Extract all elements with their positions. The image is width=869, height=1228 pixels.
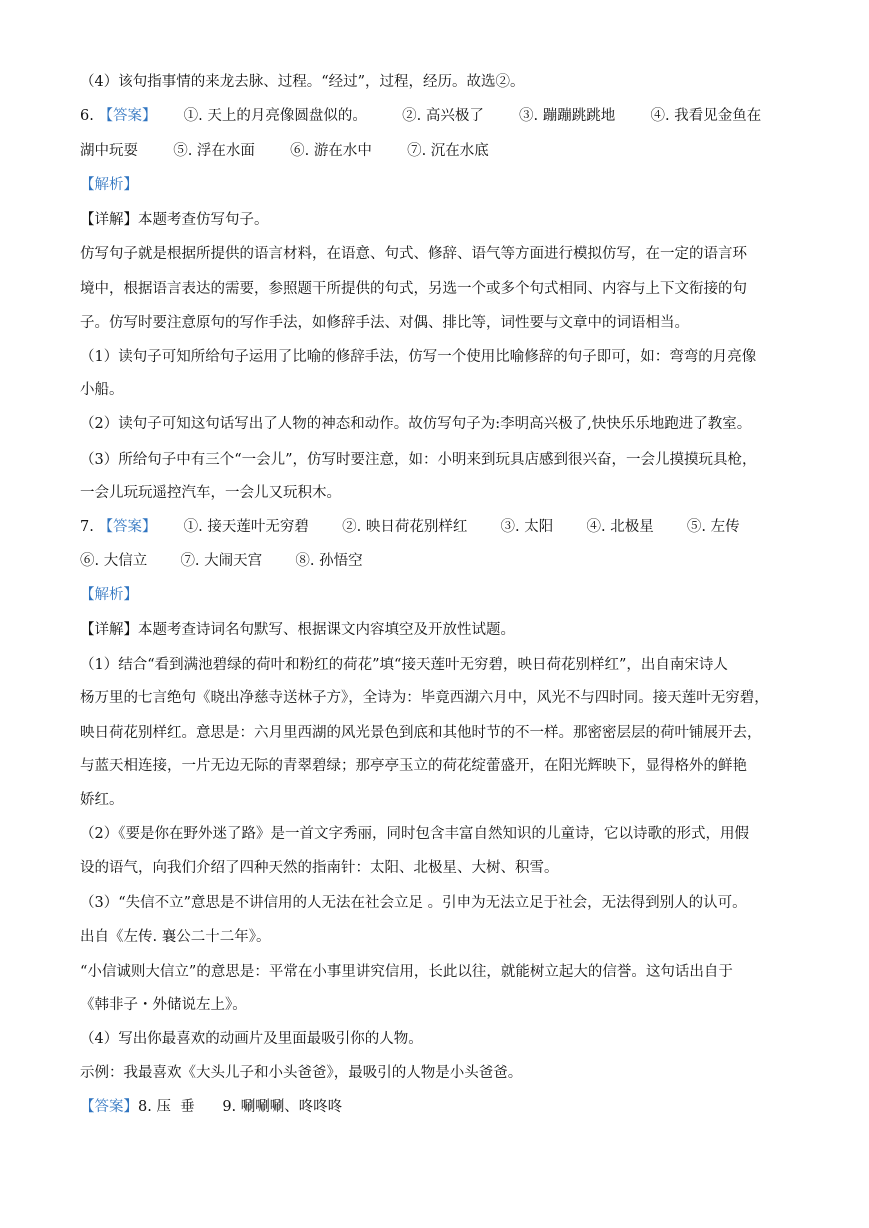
- q7-line: 示例：我最喜欢《大头儿子和小头爸爸》，最吸引的人物是小头爸爸。: [80, 1065, 523, 1081]
- q6-answer-4: ④. 我看见金鱼在: [650, 108, 762, 124]
- q8-9-answer-tag: 【答案】: [80, 1099, 138, 1115]
- q6-line: 子。仿写时要注意原句的写作手法，如修辞手法、对偶、排比等，词性要与文章中的词语相当。: [80, 315, 689, 331]
- q6-detail-tag: 【详解】: [80, 212, 138, 228]
- q6-answer-4-cont: 湖中玩耍: [80, 143, 138, 159]
- q7-line: （3）“失信不立”意思是不讲信用的人无法在社会立足 。引申为无法立足于社会，无法得到别人的认可。: [80, 895, 747, 911]
- q7-line: （4）写出你最喜欢的动画片及里面最吸引你的人物。: [80, 1031, 423, 1047]
- q6-analysis-tag: 【解析】: [80, 177, 138, 193]
- q7-answer-5: ⑤. 左传: [686, 519, 740, 535]
- q6-line: 仿写句子就是根据所提供的语言材料，在语意、句式、修辞、语气等方面进行模拟仿写，在一定的语言环: [80, 246, 747, 262]
- q6-line: 一会儿玩玩遥控汽车，一会儿又玩积木。: [80, 485, 341, 501]
- q7-answer-4: ④. 北极星: [586, 519, 654, 535]
- q6-line: 小船。: [80, 382, 124, 398]
- q6-answer-2: ②. 高兴极了: [402, 108, 484, 124]
- q6-number: 6.: [80, 108, 94, 124]
- q7-line: “小信诚则大信立”的意思是：平常在小事里讲究信用，长此以往，就能树立起大的信誉。这句话出自于: [80, 964, 733, 980]
- q6-line: （1）读句子可知所给句子运用了比喻的修辞手法，仿写一个使用比喻修辞的句子即可，如：弯弯的月亮像: [80, 349, 757, 365]
- q7-answer-8: ⑧. 孙悟空: [295, 553, 363, 569]
- q7-answer-2: ②. 映日荷花别样红: [342, 519, 468, 535]
- q7-line: （1）结合“看到满池碧绿的荷叶和粉红的荷花”填“接天莲叶无穷碧，映日荷花别样红”，出自南宋诗人: [80, 657, 728, 673]
- q7-line: 杨万里的七言绝句《晓出净慈寺送林子方》，全诗为：毕竟西湖六月中，风光不与四时同。接天莲叶无穷碧，: [80, 690, 769, 706]
- q6-line: 境中，根据语言表达的需要，参照题干所提供的句式，另选一个或多个句式相同、内容与上下文衔接的句: [80, 281, 747, 297]
- q7-number: 7.: [80, 519, 94, 535]
- q7-answer-line-2: [80, 551, 363, 571]
- q7-line: 与蓝天相连接，一片无边无际的青翠碧绿；那亭亭玉立的荷花绽蕾盛开，在阳光辉映下，显得格外的鲜艳: [80, 758, 747, 774]
- q8-9-answer: [80, 1097, 342, 1117]
- q6-answer-7: ⑦. 沉在水底: [407, 143, 489, 159]
- q6-answer-3: ③. 蹦蹦跳跳地: [519, 108, 616, 124]
- q6-detail-text: 本题考查仿写句子。: [138, 212, 269, 228]
- q7-line: 映日荷花别样红。意思是：六月里西湖的风光景色到底和其他时节的不一样。那密密层层的荷叶铺展开去，: [80, 725, 762, 741]
- q8-9-answer-text: 8. 压 垂 9. 唰唰唰、咚咚咚: [138, 1099, 343, 1115]
- q6-answer-5: ⑤. 浮在水面: [173, 143, 255, 159]
- q7-answer-1: ①. 接天莲叶无穷碧: [183, 519, 309, 535]
- q6-answer-tag: 【答案】: [98, 108, 157, 124]
- q6-answer-line-1: [80, 106, 761, 126]
- q7-line: 《韩非子・外储说左上》。: [80, 997, 247, 1013]
- q7-line: （2）《要是你在野外迷了路》是一首文字秀丽，同时包含丰富自然知识的儿童诗，它以诗歌的形式，用假: [80, 826, 749, 842]
- q6-detail: [80, 210, 269, 230]
- q6-answer-1: ①. 天上的月亮像圆盘似的。: [183, 108, 367, 124]
- q7-analysis-tag: 【解析】: [80, 587, 138, 603]
- q7-line: 设的语气，向我们介绍了四种天然的指南针：太阳、北极星、大树、积雪。: [80, 860, 559, 876]
- q7-detail-text: 本题考查诗词名句默写、根据课文内容填空及开放性试题。: [138, 622, 515, 638]
- q4-note: （4）该句指事情的来龙去脉、过程。“经过”，过程，经历。故选②。: [80, 74, 525, 90]
- q7-answer-7: ⑦. 大闹天宫: [180, 553, 263, 569]
- q7-line: 出自《左传. 襄公二十二年》。: [80, 929, 271, 945]
- q7-answer-3: ③. 太阳: [500, 519, 554, 535]
- q6-line: （2）读句子可知这句话写出了人物的神态和动作。故仿写句子为:李明高兴极了,快快乐乐地跑进了教室。: [80, 416, 752, 432]
- q7-answer-line-1: [80, 517, 740, 537]
- q6-answer-6: ⑥. 游在水中: [290, 143, 372, 159]
- q6-line: （3）所给句子中有三个“一会儿”，仿写时要注意，如：小明来到玩具店感到很兴奋，一会儿摸摸玩具枪，: [80, 452, 757, 468]
- q7-line: 娇红。: [80, 792, 124, 808]
- q7-answer-tag: 【答案】: [98, 519, 157, 535]
- q7-detail-tag: 【详解】: [80, 622, 138, 638]
- q7-answer-6: ⑥. 大信立: [80, 553, 148, 569]
- q6-answer-line-2: [80, 141, 489, 161]
- q7-detail: [80, 620, 515, 640]
